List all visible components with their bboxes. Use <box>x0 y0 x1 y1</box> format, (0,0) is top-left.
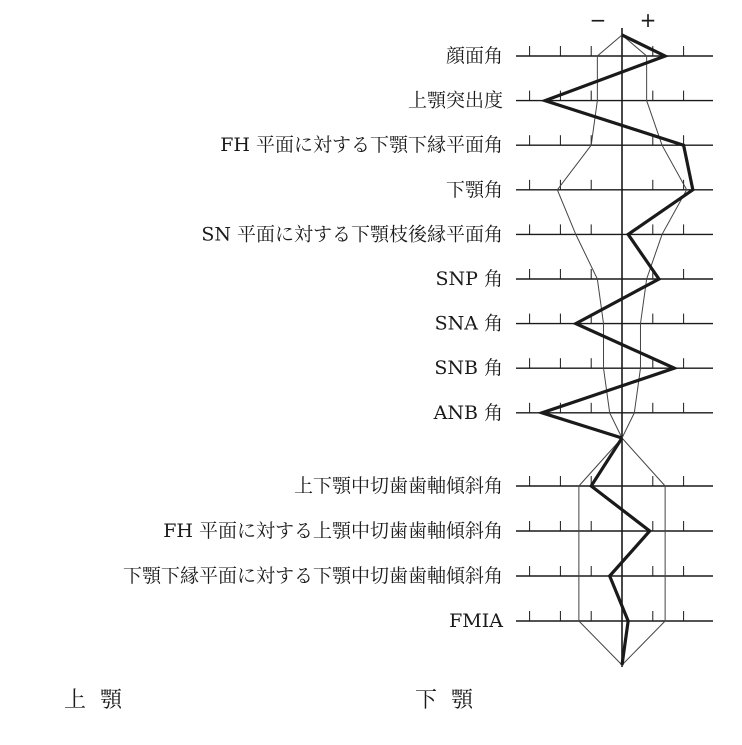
patient-profile-line <box>591 438 650 665</box>
norm-range-line <box>557 35 622 438</box>
footer-upper-jaw: 上顎 <box>64 688 137 713</box>
row-label: 顔面角 <box>445 45 503 67</box>
row-label: FH 平面に対する上顎中切歯歯軸傾斜角 <box>163 520 503 542</box>
row-label: SNA 角 <box>434 312 503 335</box>
row-label: SNB 角 <box>434 357 503 380</box>
row-label: 下顎角 <box>445 178 503 201</box>
minus-sign: − <box>589 8 607 32</box>
row-label: ANB 角 <box>433 401 503 424</box>
row-label: FMIA <box>449 610 503 632</box>
row-label: 上下顎中切歯歯軸傾斜角 <box>293 475 503 497</box>
patient-profile-line <box>542 35 693 438</box>
row-label: SNP 角 <box>435 268 503 290</box>
footer-lower-jaw: 下顎 <box>415 688 488 713</box>
row-label: 下顎下縁平面に対する下顎中切歯歯軸傾斜角 <box>122 565 503 587</box>
norm-range-line <box>622 438 665 665</box>
row-label: SN 平面に対する下顎枝後縁平面角 <box>201 223 503 246</box>
row-label: 上顎突出度 <box>407 89 503 112</box>
row-label: FH 平面に対する下顎下縁平面角 <box>220 134 503 157</box>
plus-sign: + <box>639 8 657 32</box>
norm-range-line <box>622 35 687 438</box>
